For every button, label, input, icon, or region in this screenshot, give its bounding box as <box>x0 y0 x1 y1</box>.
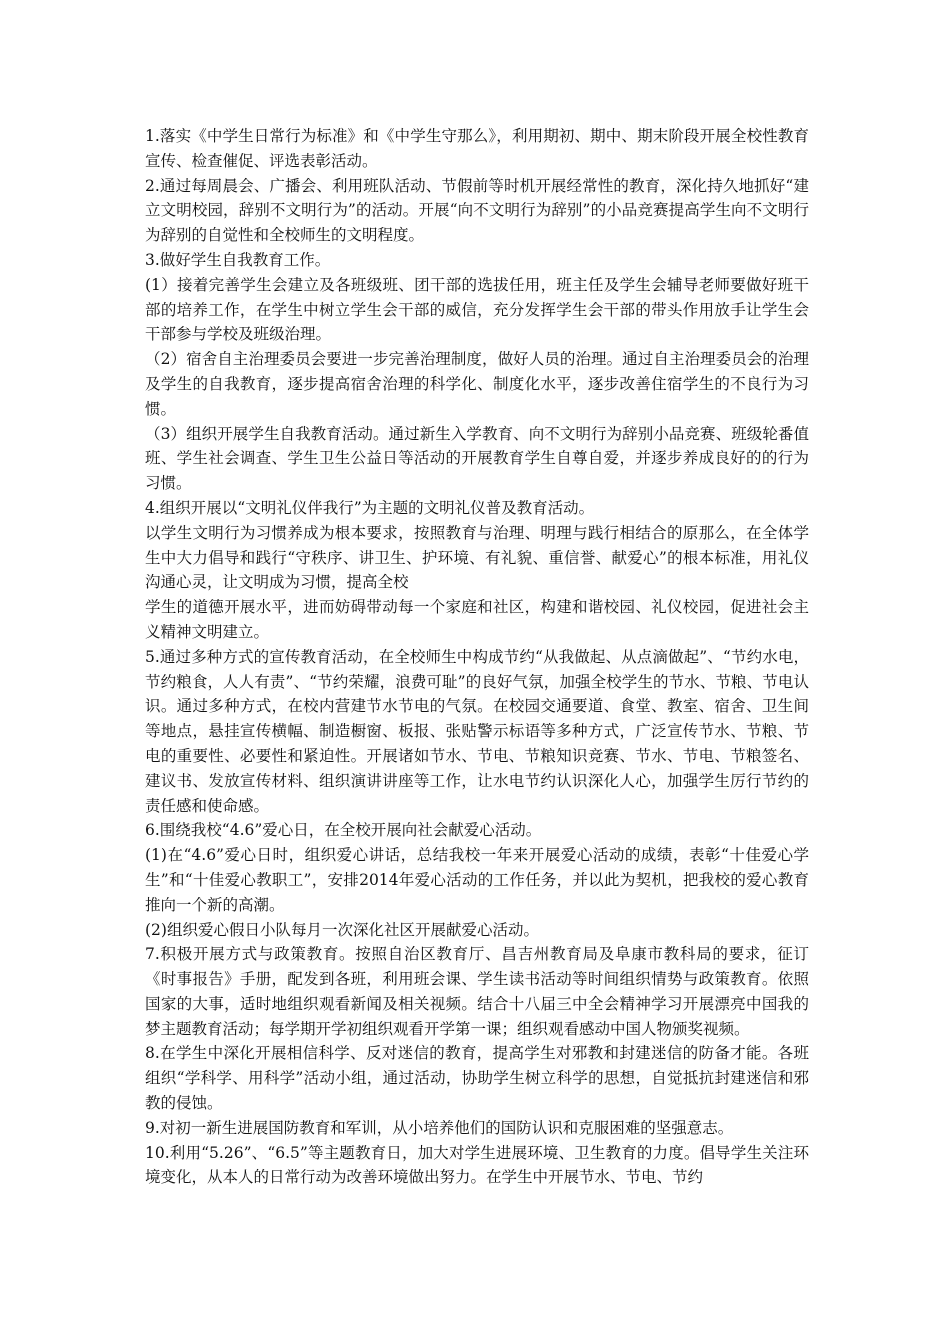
paragraph-3-3: （3）组织开展学生自我教育活动。通过新生入学教育、向不文明行为辞别小品竞赛、班级轮番值班、学生社会调查、学生卫生公益日等活动的开展教育学生自尊自爱，并逐步养成良好的的行为习惯。 <box>145 424 809 493</box>
paragraph-3-2: （2）宿舍自主治理委员会要进一步完善治理制度，做好人员的治理。通过自主治理委员会的治理及学生的自我教育，逐步提高宿舍治理的科学化、制度化水平，逐步改善住宿学生的不良行为习惯。 <box>145 350 809 418</box>
paragraph-3: 3.做好学生自我教育工作。 <box>145 250 331 269</box>
document-body <box>145 124 809 1190</box>
paragraph-4-body-cont: 学生的道德开展水平，进而妨碍带动每一个家庭和社区，构建和谐校园、礼仪校园，促进社会主义精神文明建立。 <box>145 598 809 641</box>
paragraph-9: 9.对初一新生进展国防教育和军训，从小培养他们的国防认识和克服困难的坚强意志。 <box>145 1118 734 1137</box>
paragraph-4: 4.组织开展以“文明礼仪伴我行”为主题的文明礼仪普及教育活动。 <box>145 498 595 517</box>
paragraph-6: 6.围绕我校“4.6”爱心日，在全校开展向社会献爱心活动。 <box>145 821 542 840</box>
paragraph-5: 5.通过多种方式的宣传教育活动，在全校师生中构成节约“从我做起、从点滴做起”、“节约水电，节约粮食，人人有责”、“节约荣耀，浪费可耻”的良好气氛，加强全校学生的节水、节粮、节电认识。通过多种方式，在校内营建节水节电的气氛。在校园交通要道、食堂、教室、宿舍、卫生间等地点，悬挂宣传横幅、制造橱窗、板报、张贴警示标语等多种方式，广泛宣传节水、节粮、节电的重要性、必要性和紧迫性。开展诸如节水、节电、节粮知识竞赛、节水、节电、节粮签名、建议书、发放宣传材料、组织演讲讲座等工作，让水电节约认识深化人心，加强学生厉行节约的责任感和使命感。 <box>145 647 809 815</box>
paragraph-4-body: 以学生文明行为习惯养成为根本要求，按照教育与治理、明理与践行相结合的原那么，在全体学生中大力倡导和践行“守秩序、讲卫生、护环境、有礼貌、重信誉、献爱心”的根本标准，用礼仪沟通心灵，让文明成为习惯，提高全校 <box>145 523 809 592</box>
paragraph-3-1: (1）接着完善学生会建立及各班级班、团干部的选拔任用，班主任及学生会辅导老师要做好班干部的培养工作，在学生中树立学生会干部的威信，充分发挥学生会干部的带头作用放手让学生会干部参与学校及班级治理。 <box>145 275 809 344</box>
paragraph-1: 1.落实《中学生日常行为标准》和《中学生守那么》，利用期初、期中、期末阶段开展全校性教育宣传、检查催促、评选表彰活动。 <box>145 127 809 170</box>
paragraph-8: 8.在学生中深化开展相信科学、反对迷信的教育，提高学生对邪教和封建迷信的防备才能。各班组织“学科学、用科学”活动小组，通过活动，协助学生树立科学的思想，自觉抵抗封建迷信和邪教的侵蚀。 <box>145 1044 809 1113</box>
paragraph-10: 10.利用“5.26”、“6.5”等主题教育日，加大对学生进展环境、卫生教育的力度。倡导学生关注环境变化，从本人的日常行动为改善环境做出努力。在学生中开展节水、节电、节约 <box>145 1143 809 1187</box>
paragraph-2: 2.通过每周晨会、广播会、利用班队活动、节假前等时机开展经常性的教育，深化持久地抓好“建立文明校园，辞别不文明行为”的活动。开展“向不文明行为辞别”的小品竞赛提高学生向不文明行为辞别的自觉性和全校师生的文明程度。 <box>145 176 809 245</box>
paragraph-6-1: (1)在“4.6”爱心日时，组织爱心讲话，总结我校一年来开展爱心活动的成绩，表彰“十佳爱心学生”和“十佳爱心教职工”，安排2014年爱心活动的工作任务，并以此为契机，把我校的爱心教育推向一个新的高潮。 <box>145 846 809 914</box>
paragraph-7: 7.积极开展方式与政策教育。按照自治区教育厅、昌吉州教育局及阜康市教科局的要求，征订《时事报告》手册，配发到各班，利用班会课、学生读书活动等时间组织情势与政策教育。依照国家的大事，适时地组织观看新闻及相关视频。结合十八届三中全会精神学习开展漂亮中国我的梦主题教育活动；每学期开学初组织观看开学第一课；组织观看感动中国人物颁奖视频。 <box>145 945 809 1038</box>
paragraph-6-2: (2)组织爱心假日小队每月一次深化社区开展献爱心活动。 <box>145 920 539 939</box>
